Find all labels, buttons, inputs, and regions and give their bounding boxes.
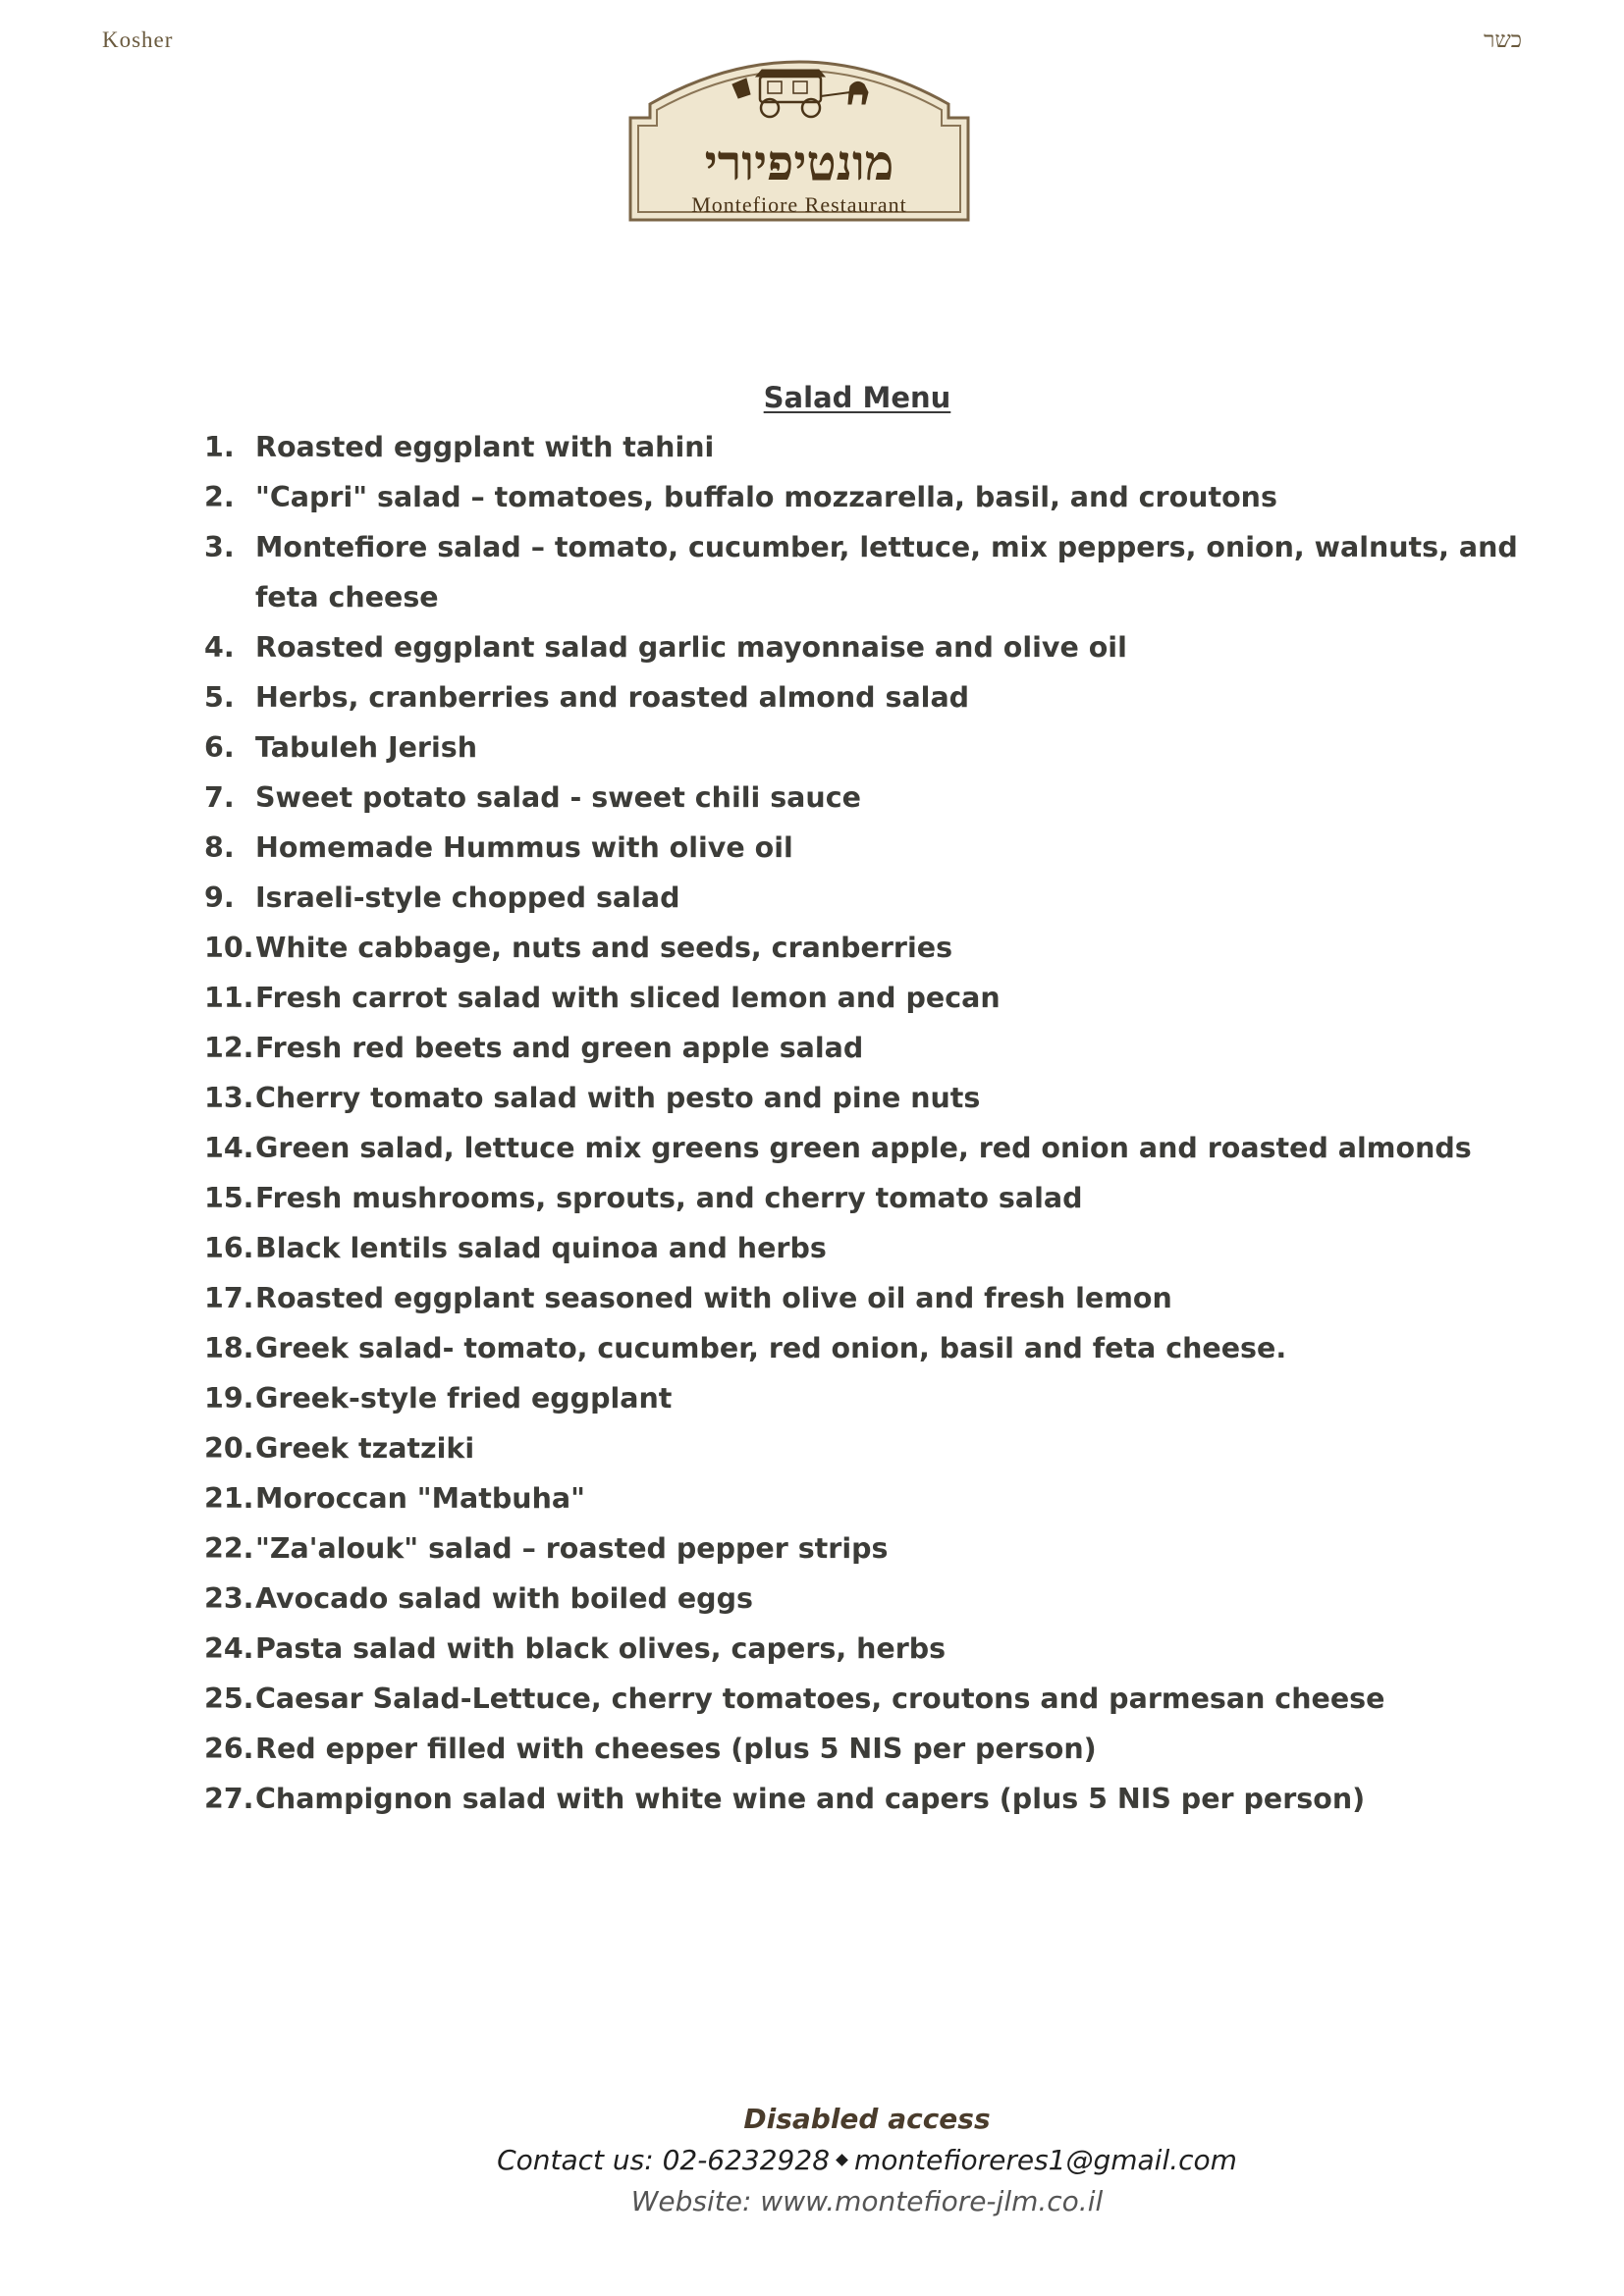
menu-item-text: Roasted eggplant seasoned with olive oil and fresh lemon <box>255 1282 1172 1314</box>
menu-item <box>204 873 1532 923</box>
menu-item-text: Montefiore salad – tomato, cucumber, lettuce, mix peppers, onion, walnuts, and feta cheese <box>255 531 1518 614</box>
menu-item-text: Fresh mushrooms, sprouts, and cherry tomato salad <box>255 1182 1083 1214</box>
menu-item-text: Homemade Hummus with olive oil <box>255 831 793 864</box>
menu-item-number: 1. <box>204 431 235 463</box>
logo-name-english: Montefiore Restaurant <box>691 192 907 217</box>
menu-item <box>204 472 1532 522</box>
menu-item-number: 12. <box>204 1032 254 1064</box>
menu-title: Salad Menu <box>763 381 951 414</box>
menu-item <box>204 522 1532 622</box>
menu-item-number: 9. <box>204 881 235 914</box>
menu-item-text: Herbs, cranberries and roasted almond salad <box>255 681 970 714</box>
menu-item <box>204 1724 1532 1774</box>
menu-item-text: Greek tzatziki <box>255 1432 475 1465</box>
menu-item-number: 23. <box>204 1582 254 1615</box>
menu-item-text: Fresh carrot salad with sliced lemon and pecan <box>255 982 1001 1014</box>
menu-item-text: Pasta salad with black olives, capers, herbs <box>255 1632 947 1665</box>
menu-item <box>204 1774 1532 1824</box>
menu-item-text: Greek salad- tomato, cucumber, red onion, basil and feta cheese. <box>255 1332 1287 1364</box>
menu-item-number: 27. <box>204 1783 254 1815</box>
menu-item <box>204 1624 1532 1674</box>
menu-item <box>204 1023 1532 1073</box>
contact-line <box>0 2140 1624 2181</box>
menu-item <box>204 1273 1532 1323</box>
salad-menu-list <box>204 422 1532 1824</box>
menu-item <box>204 1323 1532 1373</box>
kosher-label-hebrew: כשר <box>1484 27 1522 52</box>
menu-item-number: 6. <box>204 731 235 764</box>
diamond-separator-icon <box>836 2154 848 2166</box>
menu-item-number: 19. <box>204 1382 254 1415</box>
menu-item-text: "Capri" salad – tomatoes, buffalo mozzarella, basil, and croutons <box>255 481 1277 513</box>
menu-item-number: 2. <box>204 481 235 513</box>
menu-item <box>204 672 1532 722</box>
menu-item-text: Fresh red beets and green apple salad <box>255 1032 864 1064</box>
menu-item <box>204 622 1532 672</box>
menu-item-number: 7. <box>204 781 235 814</box>
menu-item-number: 5. <box>204 681 235 714</box>
menu-item-number: 13. <box>204 1082 254 1114</box>
menu-item-number: 15. <box>204 1182 254 1214</box>
menu-item-number: 11. <box>204 982 254 1014</box>
menu-item-text: Moroccan "Matbuha" <box>255 1482 585 1515</box>
menu-item <box>204 722 1532 773</box>
menu-item-number: 20. <box>204 1432 254 1465</box>
menu-item-number: 24. <box>204 1632 254 1665</box>
menu-item-number: 10. <box>204 932 254 964</box>
menu-item-number: 18. <box>204 1332 254 1364</box>
menu-item-number: 16. <box>204 1232 254 1264</box>
menu-item-text: Black lentils salad quinoa and herbs <box>255 1232 827 1264</box>
menu-item-text: Champignon salad with white wine and capers (plus 5 NIS per person) <box>255 1783 1366 1815</box>
logo-name-hebrew: מונטיפיורי <box>704 133 894 191</box>
menu-item <box>204 1073 1532 1123</box>
menu-item-number: 21. <box>204 1482 254 1515</box>
restaurant-logo <box>624 37 974 240</box>
contact-email[interactable]: montefioreres1@gmail.com <box>854 2144 1237 2176</box>
menu-item <box>204 1223 1532 1273</box>
menu-item-text: Israeli-style chopped salad <box>255 881 680 914</box>
menu-item-number: 25. <box>204 1682 254 1715</box>
menu-item-text: Caesar Salad-Lettuce, cherry tomatoes, croutons and parmesan cheese <box>255 1682 1385 1715</box>
menu-item <box>204 1423 1532 1473</box>
menu-item <box>204 1574 1532 1624</box>
disabled-access-note: Disabled access <box>743 2103 991 2135</box>
menu-item-number: 8. <box>204 831 235 864</box>
menu-item <box>204 1123 1532 1173</box>
menu-item-number: 4. <box>204 631 235 664</box>
menu-item <box>204 973 1532 1023</box>
menu-item-text: Roasted eggplant salad garlic mayonnaise and olive oil <box>255 631 1127 664</box>
menu-item <box>204 1473 1532 1523</box>
menu-item <box>204 773 1532 823</box>
menu-item-number: 26. <box>204 1733 254 1765</box>
menu-item-text: White cabbage, nuts and seeds, cranberries <box>255 932 953 964</box>
menu-item <box>204 1523 1532 1574</box>
menu-item-text: Roasted eggplant with tahini <box>255 431 715 463</box>
menu-item <box>204 923 1532 973</box>
contact-phone[interactable]: Contact us: 02-6232928 <box>497 2144 831 2176</box>
menu-item-number: 22. <box>204 1532 254 1565</box>
menu-item-text: Greek-style fried eggplant <box>255 1382 673 1415</box>
footer <box>0 2099 1624 2222</box>
menu-item <box>204 823 1532 873</box>
menu-item-number: 14. <box>204 1132 254 1164</box>
menu-item-text: Avocado salad with boiled eggs <box>255 1582 753 1615</box>
menu-item-text: Sweet potato salad - sweet chili sauce <box>255 781 861 814</box>
menu-item-number: 3. <box>204 531 235 563</box>
website-line[interactable]: Website: www.montefiore-jlm.co.il <box>630 2185 1104 2217</box>
menu-item <box>204 422 1532 472</box>
kosher-label-english: Kosher <box>102 27 174 52</box>
menu-item-text: "Za'alouk" salad – roasted pepper strips <box>255 1532 889 1565</box>
menu-item-number: 17. <box>204 1282 254 1314</box>
menu-item-text: Red epper filled with cheeses (plus 5 NIS per person) <box>255 1733 1097 1765</box>
menu-item <box>204 1173 1532 1223</box>
menu-item-text: Green salad, lettuce mix greens green apple, red onion and roasted almonds <box>255 1132 1472 1164</box>
menu-item <box>204 1373 1532 1423</box>
menu-item <box>204 1674 1532 1724</box>
menu-item-text: Tabuleh Jerish <box>255 731 478 764</box>
menu-item-text: Cherry tomato salad with pesto and pine nuts <box>255 1082 981 1114</box>
